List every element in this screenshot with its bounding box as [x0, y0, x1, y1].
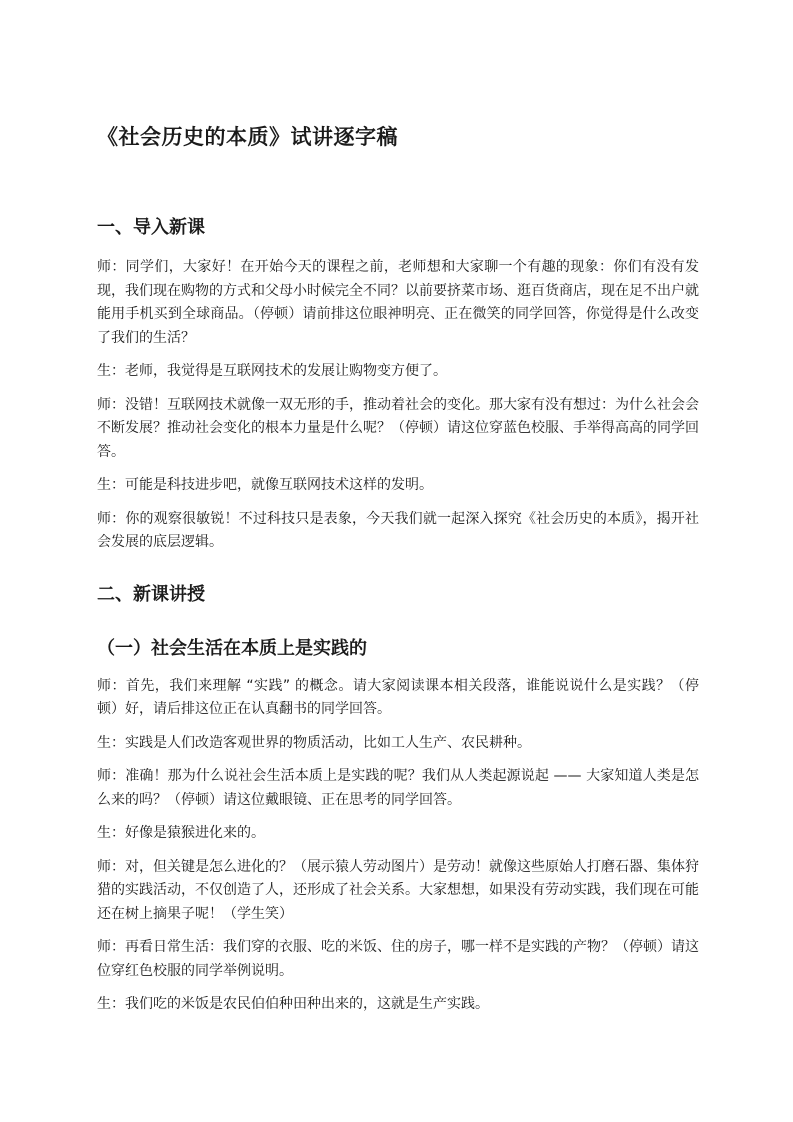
- paragraph: 师：再看日常生活：我们穿的衣服、吃的米饭、住的房子，哪一样不是实践的产物？（停顿）请这位穿红色校服的同学举例说明。: [97, 939, 699, 979]
- section-heading-new-lesson: 二、新课讲授: [97, 583, 205, 605]
- document-title: 《社会历史的本质》试讲逐字稿: [97, 125, 398, 149]
- paragraph: 生：老师，我觉得是互联网技术的发展让购物变方便了。: [97, 363, 447, 379]
- paragraph: 生：好像是猿猴进化来的。: [97, 825, 265, 841]
- paragraph: 师：没错！互联网技术就像一双无形的手，推动着社会的变化。那大家有没有想过：为什么社会会不断发展？推动社会变化的根本力量是什么呢？（停顿）请这位穿蓝色校服、手举得高高的同学回答。: [97, 396, 699, 460]
- section-heading-intro: 一、导入新课: [97, 217, 205, 238]
- paragraph: 生：可能是科技进步吧，就像互联网技术这样的发明。: [97, 477, 433, 493]
- paragraph: 师：对，但关键是怎么进化的？（展示猿人劳动图片）是劳动！就像这些原始人打磨石器、集体狩猎的实践活动，不仅创造了人，还形成了社会关系。大家想想，如果没有劳动实践，我们现在可能还在树上摘果子呢！（学生笑）: [97, 858, 699, 922]
- document-page: [97, 120, 699, 1027]
- subsection-heading: （一）社会生活在本质上是实践的: [97, 637, 367, 659]
- paragraph: 生：我们吃的米饭是农民伯伯种田种出来的，这就是生产实践。: [97, 996, 489, 1012]
- paragraph: 师：你的观察很敏锐！不过科技只是表象，今天我们就一起深入探究《社会历史的本质》，揭开社会发展的底层逻辑。: [97, 510, 699, 550]
- paragraph: 师：首先，我们来理解 “实践” 的概念。请大家阅读课本相关段落，谁能说说什么是实践？（停顿）好，请后排这位正在认真翻书的同学回答。: [97, 677, 699, 717]
- paragraph: 师：准确！那为什么说社会生活本质上是实践的呢？我们从人类起源说起 —— 大家知道人类是怎么来的吗？（停顿）请这位戴眼镜、正在思考的同学回答。: [97, 768, 699, 808]
- paragraph: 师：同学们，大家好！在开始今天的课程之前，老师想和大家聊一个有趣的现象：你们有没有发现，我们现在购物的方式和父母小时候完全不同？以前要挤菜市场、逛百货商店，现在足不出户就能用手机买到全球商品。（停顿）请前排这位眼神明亮、正在微笑的同学回答，你觉得是什么改变了我们的生活？: [97, 259, 699, 346]
- paragraph: 生：实践是人们改造客观世界的物质活动，比如工人生产、农民耕种。: [97, 734, 531, 751]
